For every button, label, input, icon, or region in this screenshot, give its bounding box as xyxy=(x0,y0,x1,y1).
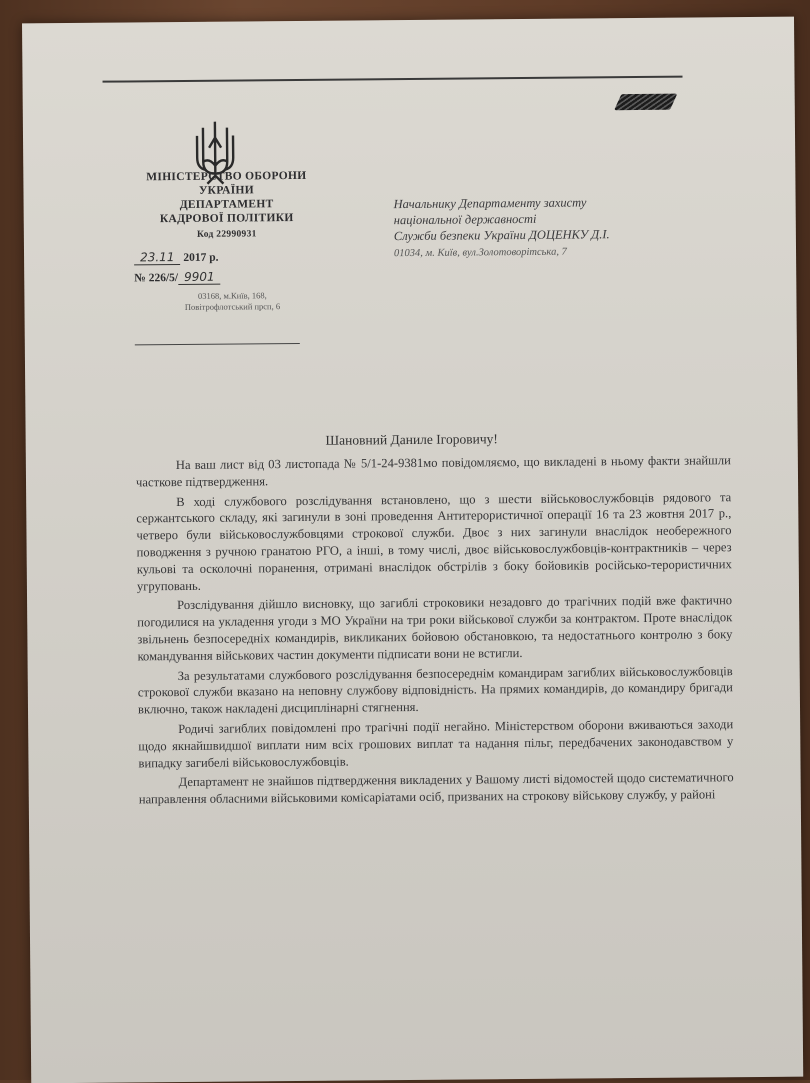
sender-address-line1: 03168, м.Київ, 168, xyxy=(197,290,267,301)
paragraph: В ході службового розслідування встановлено, що з шести військовослужбовців рядового та сержантського складу, які загинули в зоні проведення Антитерористичної операції 16 та 23 жовтня 2017 р., четверо були військовослужбовцями строкової служби. Двоє з них загинули внаслідок необережного поводження з ручною гранатою РГО, а інші, в тому числі, двоє військовослужбовців-контрактників – через кульові та осколочні поранення, отримані внаслідок обстрілів з боку бойовиків російсько-терористичних угруповань. xyxy=(136,489,732,593)
dept-line2: КАДРОВОЇ ПОЛІТИКИ xyxy=(159,212,294,226)
org-line1: МІНІСТЕРСТВО ОБОРОНИ xyxy=(146,169,307,184)
recipient-line3: Служби безпеки України ДОЦЕНКУ Д.І. xyxy=(393,227,610,244)
paragraph: Родичі загиблих повідомлені про трагічні події негайно. Міністерством оборони вживаються заходи щодо якнайшвидшої виплати ним всіх грошових виплат та надання пільг, передбачених законодавством у випадку загибелі військовослужбовців. xyxy=(138,717,734,770)
paragraph: За результатами службового розслідування безпосереднім командирам загиблих військовослужбовців строкової служби вказано на неповну службову відповідність. На прямих командирів, до командиру бригади включно, також накладені дисциплінарні стягнення. xyxy=(137,663,733,717)
registration-stamp-icon xyxy=(614,94,677,111)
salutation: Шановний Даниле Ігоровичу! xyxy=(325,431,498,448)
recipient-address: 01034, м. Київ, вул.Золотоворітська, 7 xyxy=(393,246,567,260)
recipient-block xyxy=(394,193,725,262)
date-handwritten: 23.11 xyxy=(134,250,180,265)
organization-block xyxy=(111,169,342,243)
paragraph: Департамент не знайшов підтвердження викладених у Вашому листі відомостей щодо систематичного направлення обласними військовими комісаріатами осіб, призваних на строкову військову службу, у районі xyxy=(138,770,734,807)
letter-sheet xyxy=(22,17,803,1083)
sender-address-line2: Повітрофлотський прсп, 6 xyxy=(184,301,281,312)
recipient-line1: Начальнику Департаменту захисту xyxy=(393,195,587,212)
number-handwritten: 9901 xyxy=(178,270,221,285)
sender-address xyxy=(132,290,332,314)
year-label: 2017 р. xyxy=(183,251,219,264)
signature-line xyxy=(135,343,300,345)
recipient-line2: національної державності xyxy=(393,211,537,228)
paragraph: На ваш лист від 03 листопада № 5/1-24-9381мо повідомляємо, що викладені в ньому факти знайшли часткове підтвердження. xyxy=(135,453,731,490)
top-rule xyxy=(103,76,683,83)
org-line2: УКРАЇНИ xyxy=(198,184,255,197)
org-code: Код 22990931 xyxy=(196,229,257,240)
number-prefix: № 226/5/ xyxy=(134,272,179,285)
dept-line1: ДЕПАРТАМЕНТ xyxy=(179,198,274,211)
paragraph: Розслідування дійшло висновку, що загиблі строковики незадовго до трагічних подій вже фактично погодилися на укладення угоди з МО України на три роки військової служби за контрактом. Проте внаслідок звільнень безпосередніх командирів, викликаних бойовою обстановкою, та недостатнього контролю з боку командування військових частин документи підписати вони не встигли. xyxy=(137,593,733,664)
letter-body xyxy=(136,452,734,811)
date-number-block xyxy=(134,249,344,285)
